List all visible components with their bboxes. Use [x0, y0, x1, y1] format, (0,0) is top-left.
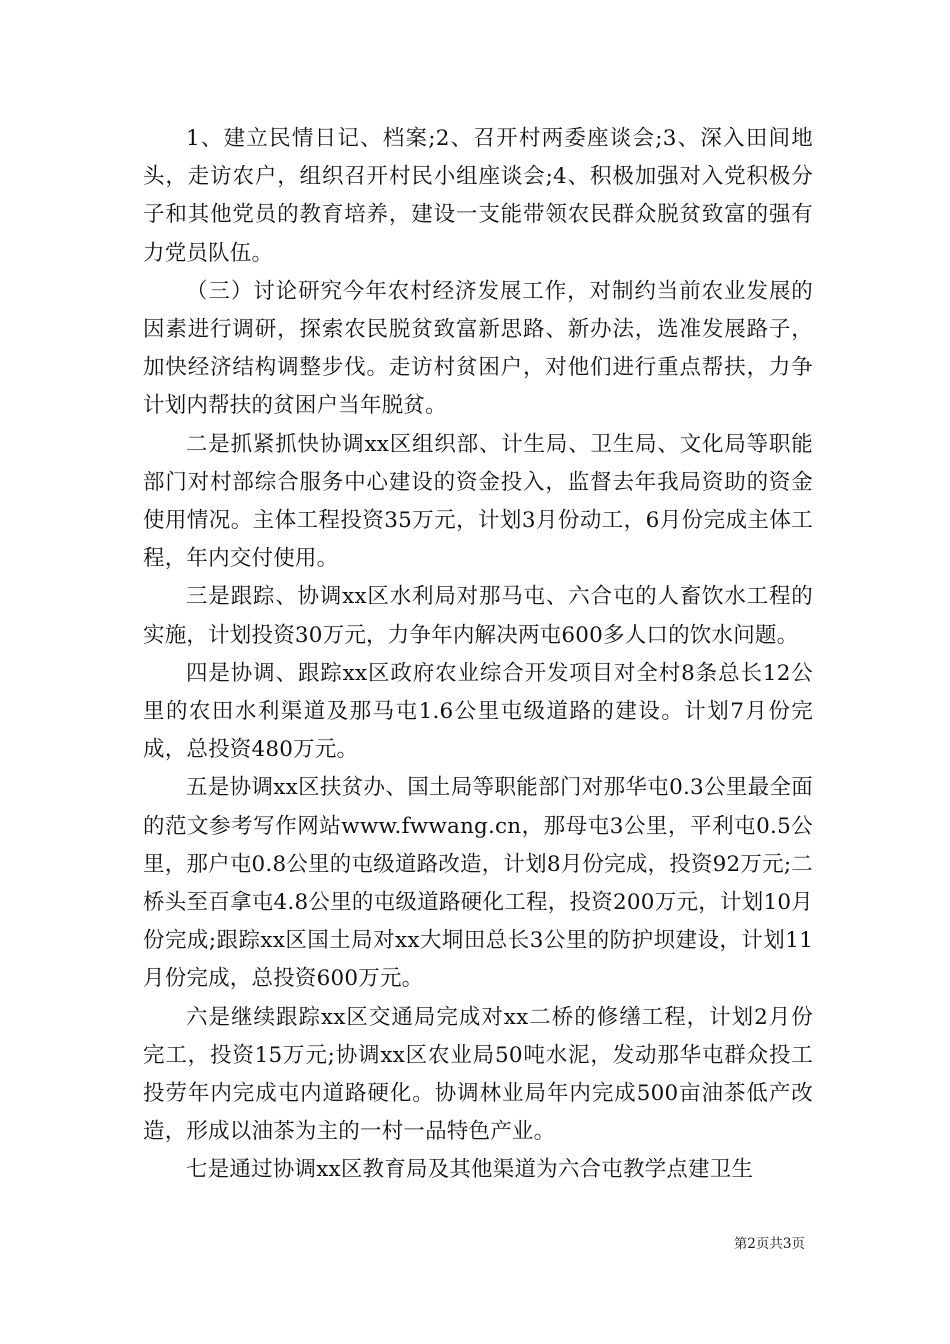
- paragraph-item-five: 五是协调xx区扶贫办、国土局等职能部门对那华屯0.3公里最全面的范文参考写作网站www.fwwang.cn，那母屯3公里，平利屯0.5公里，那户屯0.8公里的屯级道路改造，计划8月份完成，投资92万元;二桥头至百拿屯4.8公里的屯级道路硬化工程，投资200万元，计划10月份完成;跟踪xx区国土局对xx大垌田总长3公里的防护坝建设，计划11月份完成，总投资600万元。: [143, 775, 813, 992]
- page-number-footer: 第2页共3页: [733, 1236, 805, 1252]
- paragraph-item-two: 二是抓紧抓快协调xx区组织部、计生局、卫生局、文化局等职能部门对村部综合服务中心建设的资金投入，监督去年我局资助的资金使用情况。主体工程投资35万元，计划3月份动工，6月份完成主体工程，年内交付使用。: [143, 431, 813, 572]
- paragraph-section-three: （三）讨论研究今年农村经济发展工作，对制约当前农业发展的因素进行调研，探索农民脱贫致富新思路、新办法，选准发展路子，加快经济结构调整步伐。走访村贫困户，对他们进行重点帮扶，力争计划内帮扶的贫困户当年脱贫。: [143, 278, 813, 419]
- paragraph-item-seven: 七是通过协调xx区教育局及其他渠道为六合屯教学点建卫生: [186, 1157, 754, 1183]
- paragraph-item-six: 六是继续跟踪xx区交通局完成对xx二桥的修缮工程，计划2月份完工，投资15万元;协调xx区农业局50吨水泥，发动那华屯群众投工投劳年内完成屯内道路硬化。协调林业局年内完成500亩油茶低产改造，形成以油茶为主的一村一品特色产业。: [143, 1004, 813, 1145]
- paragraph-item-three: 三是跟踪、协调xx区水利局对那马屯、六合屯的人畜饮水工程的实施，计划投资30万元，力争年内解决两屯600多人口的饮水问题。: [143, 584, 813, 648]
- paragraph-measures-list: 1、建立民情日记、档案;2、召开村两委座谈会;3、深入田间地头，走访农户，组织召开村民小组座谈会;4、积极加强对入党积极分子和其他党员的教育培养，建设一支能带领农民群众脱贫致富的强有力党员队伍。: [143, 126, 813, 266]
- paragraph-item-four: 四是协调、跟踪xx区政府农业综合开发项目对全村8条总长12公里的农田水利渠道及那马屯1.6公里屯级道路的建设。计划7月份完成，总投资480万元。: [143, 660, 813, 763]
- document-body: [143, 120, 813, 1190]
